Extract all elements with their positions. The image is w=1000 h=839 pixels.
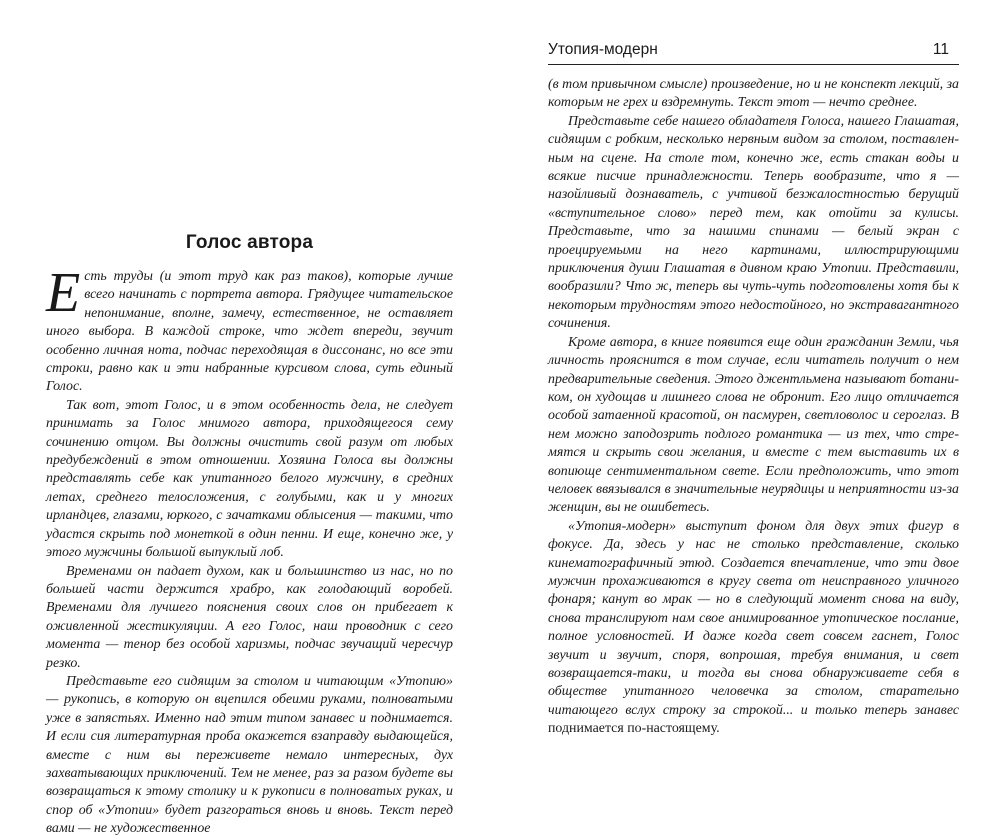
running-head-title: Утопия-модерн xyxy=(548,41,658,58)
right-paragraph-4: «Утопия-модерн» выступит фоном для двух этих фигур в фокусе. Да, здесь у нас не столько представление, сколько кинематографичный этюд. Создается впечатление, что эти двое мужчин прохаживаются в кругу света от неисправного уличного фонаря; канут во мрак — но в следующий момент снова на виду, снова транслируют нам свое анимированное утопическое послание, полное условностей. И даже когда свет совсем гаснет, Голос звучит и звучит, споря, вопрошая, требуя внимания, и свет возвращается-таки, и тогда вы снова обнаруживаете себя в обществе упитанного человечка за столом, старательно читающего вслух строку за строкой... и только теперь занавес поднимается по-настоящему. xyxy=(548,518,959,737)
left-paragraph-4: Представьте его сидящим за столом и читающим «Утопию» — рукопись, в которую он вцепился обеими руками, полноватыми уже в запястьях. Именно над этим типом занавес и поднимается. И если сия литературная проба окажется взаправду выдающейся, вместе с ним вы переживете немало интересных, дух захватывающих приключений. Тем не менее, раз за разом будете вы возвращаться к этому столику и к рукописи в полноватых руках, и спор об «Утопии» будет разгораться вновь и вновь. Текст перед вами — не художественное xyxy=(46,673,453,837)
right-paragraph-3: Кроме автора, в книге появится еще один гражданин Земли, чья личность прояснится в том случае, если читатель получит о нем предварительные сведения. Этого джентльмена называют ботаником, он худощав и лишнего слова не обронит. Его лицо отличается особой затаенной красотой, он пасмурен, светловолос и сероглаз. В нем можно заподозрить подлого романтика — из тех, что стремятся и скрыть свои желания, и вместе с тем выставить их в вопиюще сентиментальном свете. Если предположить, что этот человек ввязывался в значительные неурядицы и неприятности из-за женщин, вы не ошибетесь. xyxy=(548,334,959,516)
right-paragraph-2: Представьте себе нашего обладателя Голоса, нашего Глашатая, сидящим с робким, несколько нервным видом за столом, поставленным на сцене. На столе том, конечно же, есть стакан воды и всякие писчие принадлежности. Теперь вообразите, что я — назойливый дознаватель, с учтивой безжалостностью берущий «вступительное слово» перед тем, как отойти за кулисы. Представьте, что за нашими спинами — белый экран с проецируемыми на него картинами, иллюстрирующими приключения души Глашатая в дивном краю Утопии. Представили, вообразили? Что ж, теперь вы чуть-чуть подготовлены хотя бы к некоторым трудностям этого недостойного, но экстравагантного сочинения. xyxy=(548,113,959,332)
left-paragraph-1: Есть труды (и этот труд как раз таков), которые лучше всего начинать с портрета автора. Грядущее читательское непонимание, вполне, замечу, естественное, не оставляет иного выбора. В каждой строке, что ждет впереди, звучит особенно личная нота, подчас переходящая в диссонанс, но все эти строки, равно как и эти набранные курсивом слова, суть единый Голос. xyxy=(46,262,453,395)
page-number: 11 xyxy=(932,41,949,58)
closing-word: занавес xyxy=(914,702,959,718)
right-paragraph-1: (в том привычном смысле) произведение, но и не конспект лекций, за которым не грех и вздремнуть. Текст этот — нечто среднее. xyxy=(548,77,959,111)
left-page-text xyxy=(46,262,453,839)
chapter-title: Голос автора xyxy=(185,232,314,253)
running-head xyxy=(548,40,959,65)
left-paragraph-2: Так вот, этот Голос, и в этом особенность дела, не следует принимать за Голос мнимого автора, приходящегося сему сочинению отцом. Вы должны очистить свой разум от любых предубеждений в этом отношении. Хозяина Голоса вы должны представлять себе как упитанного белого мужчину, в средних летах, среднего телосложения, с голубыми, как и у многих ирландцев, глазами, юркого, с зачатками облысения — такими, что удастся скрыть под монеткой в один пенни. И еще, конечно же, у этого мужчины большой выпуклый лоб. xyxy=(46,397,453,561)
closing-phrase: поднимается по-настоящему. xyxy=(548,721,720,737)
left-paragraph-3: Временами он падает духом, как и большинство из нас, но по большей части держится храбро, как голодающий воробей. Временами для лучшего пояснения своих слов он прибегает к оживленной жестикуляции. А его Голос, наш проводник с сего момента — тенор без особой харизмы, подчас звучащий чересчур резко. xyxy=(46,563,453,671)
drop-cap: Е xyxy=(46,262,81,324)
right-page-text xyxy=(548,76,959,739)
